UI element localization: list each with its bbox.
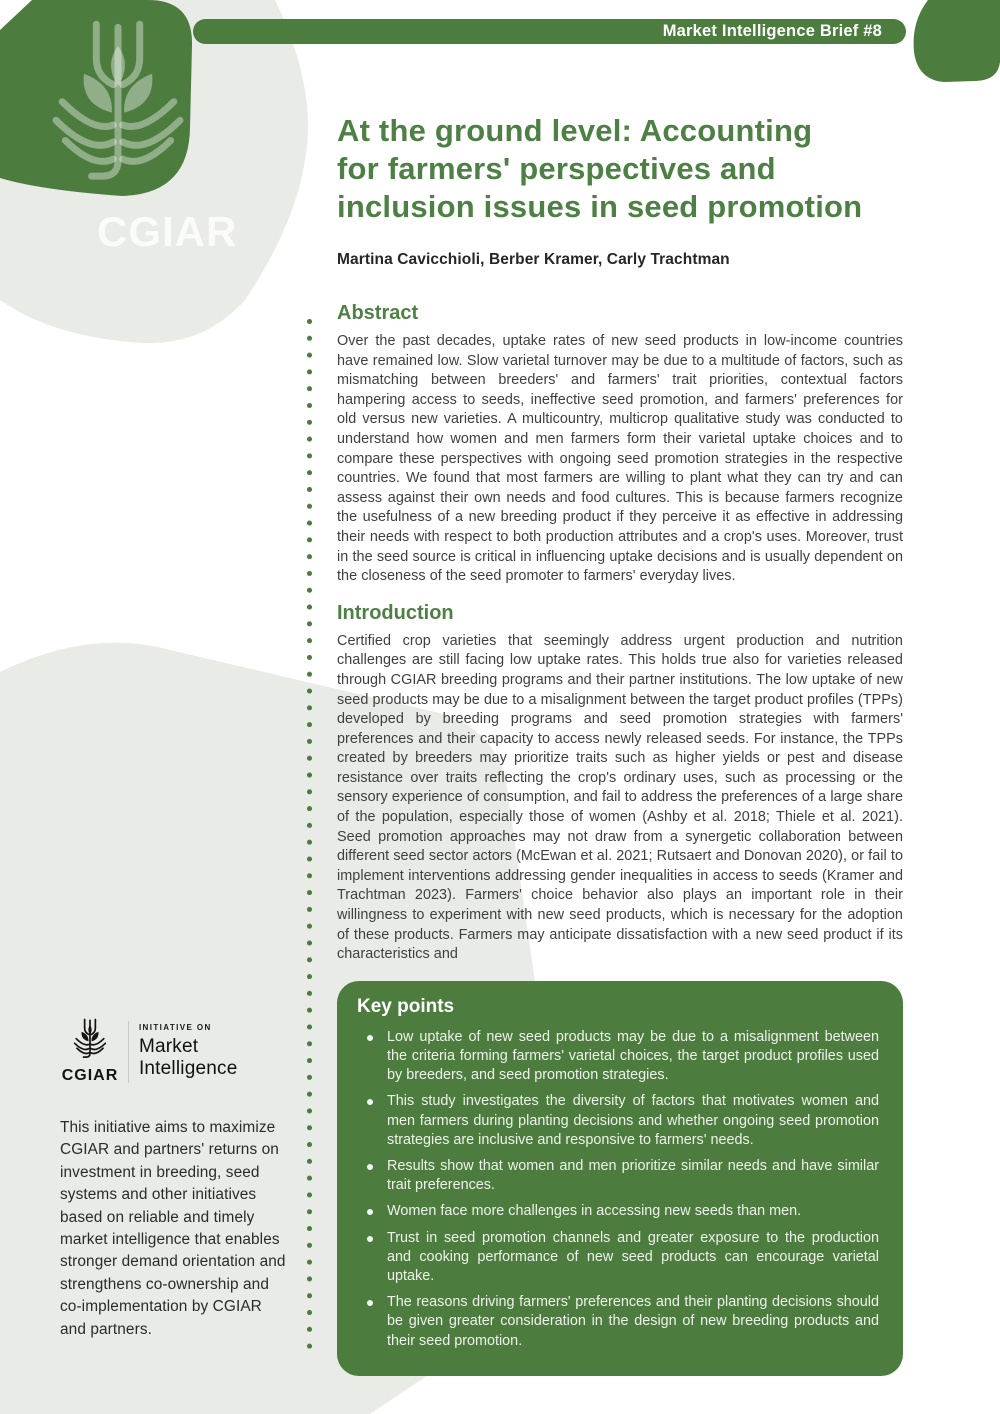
cgiar-wheat-watermark-icon [40,18,196,204]
key-point-text: Women face more challenges in accessing new seeds than men. [387,1203,802,1220]
issue-banner-label: Market Intelligence Brief #8 [662,22,882,40]
key-point-item [357,1202,879,1221]
green-blob-top-right [914,0,1000,82]
key-points-box [337,981,903,1376]
key-point-item [357,1092,879,1150]
key-point-text: Results show that women and men prioritize similar needs and have similar trait preferences. [387,1158,879,1194]
page-title-line-2: for farmers' perspectives and [337,151,776,186]
logo-divider [128,1021,129,1083]
dotted-divider [306,318,313,1360]
cgiar-logo-text: CGIAR [61,1067,119,1084]
key-points-heading: Key points [357,995,455,1017]
bullet-icon [367,1209,373,1215]
bullet-icon [367,1035,373,1041]
key-point-item [357,1293,879,1351]
key-point-text: Low uptake of new seed products may be due to a misalignment between the criteria forming farmers' varietal choices, the target product profiles used by breeders, and seed promotion strategies. [387,1028,879,1084]
key-point-text: Trust in seed promotion channels and greater exposure to the production and cooking performance of new seed products can encourage varietal uptake. [387,1229,879,1285]
bullet-icon [367,1164,373,1170]
bullet-icon [367,1300,373,1306]
initiative-description: This initiative aims to maximize CGIAR and partners' returns on investment in breeding, seed systems and other initiatives based on reliable and timely market intelligence that enables stronger demand orientation and strengthens co-ownership and co-implementation by CGIAR and partners. [60,1119,286,1338]
cgiar-watermark-text: CGIAR [97,208,238,255]
initiative-name: Market Intelligence [138,1036,238,1079]
bullet-icon [367,1099,373,1105]
cgiar-logo-block [60,1018,120,1085]
key-points-list [357,1028,879,1351]
page-title-line-1: At the ground level: Accounting [337,113,813,148]
key-point-item [357,1157,879,1195]
abstract-body: Over the past decades, uptake rates of new seed products in low-income countries have remained low. Slow varietal turnover may be due to a multitude of factors, such as mismatching between breeders' and farmers' trait priorities, contextual factors hampering access to seeds, ineffective seed promotion, and farmers' preferences for old versus new varieties. A multicountry, multicrop qualitative study was conducted to understand how women and men farmers form their varietal uptake choices and to compare these perspectives with ongoing seed promotion strategies in the respective countries. We found that most farmers are willing to plant what they can try and can assess against their own needs and food cultures. This is because farmers recognize the usefulness of a new breeding product if they perceive it as effective in addressing their needs with respect to both production attributes and a crop's uses. Moreover, trust in the seed source is critical in influencing uptake decisions and is usually dependent on the closeness of the seed promoter to farmers' everyday lives. [337,333,903,585]
introduction-heading: Introduction [337,601,454,624]
key-point-item [357,1229,879,1287]
initiative-logo [60,1018,292,1085]
page-title [337,112,903,226]
key-point-item [357,1028,879,1086]
abstract-heading: Abstract [337,302,419,324]
initiative-name-block [139,1023,292,1080]
page-title-line-3: inclusion issues in seed promotion [337,189,863,224]
bullet-icon [367,1236,373,1242]
key-point-text: This study investigates the diversity of factors that motivates women and men farmers during planting decisions and whether ongoing seed promotion strategies are inclusive and responsive to farmers' needs. [387,1093,879,1148]
initiative-label: INITIATIVE ON [138,1023,212,1032]
key-point-text: The reasons driving farmers' preferences and their planting decisions should be given greater consideration in the design of new breeding products and their seed promotion. [387,1294,879,1349]
sidebar [60,1018,292,1341]
cgiar-wheat-icon [66,1018,114,1064]
introduction-body: Certified crop varieties that seemingly address urgent production and nutrition challenges are still facing low uptake rates. This holds true also for varieties released through CGIAR breeding programs and their partner institutions. The low uptake of new seed products may be due to a misalignment between the target product profiles (TPPs) developed by breeding programs and seed promotion strategies with farmers' preferences and their capacity to access newly released seeds. For instance, the TPPs created by breeders may prioritize traits such as higher yields or pest and disease resistance over traits reflecting the crop's ordinary uses, such as processing or the sensory experience of consumption, and fail to address the preferences of a large share of the population, especially those of women (Ashby et al. 2018; Thiele et al. 2021). Seed promotion approaches may not draw from a synergetic collaboration between different seed sector actors (McEwan et al. 2021; Rutsaert and Donovan 2020), or fail to implement interventions addressing gender inequalities in access to seeds (Kramer and Trachtman 2023). Farmers' choice behavior also plays an important role in their willingness to experiment with new seed products, which is necessary for the adoption of these products. Farmers may anticipate dissatisfaction with a new seed product if its characteristics and [337,632,903,963]
authors-line: Martina Cavicchioli, Berber Kramer, Carly Trachtman [337,251,730,268]
main-column [337,0,903,1376]
